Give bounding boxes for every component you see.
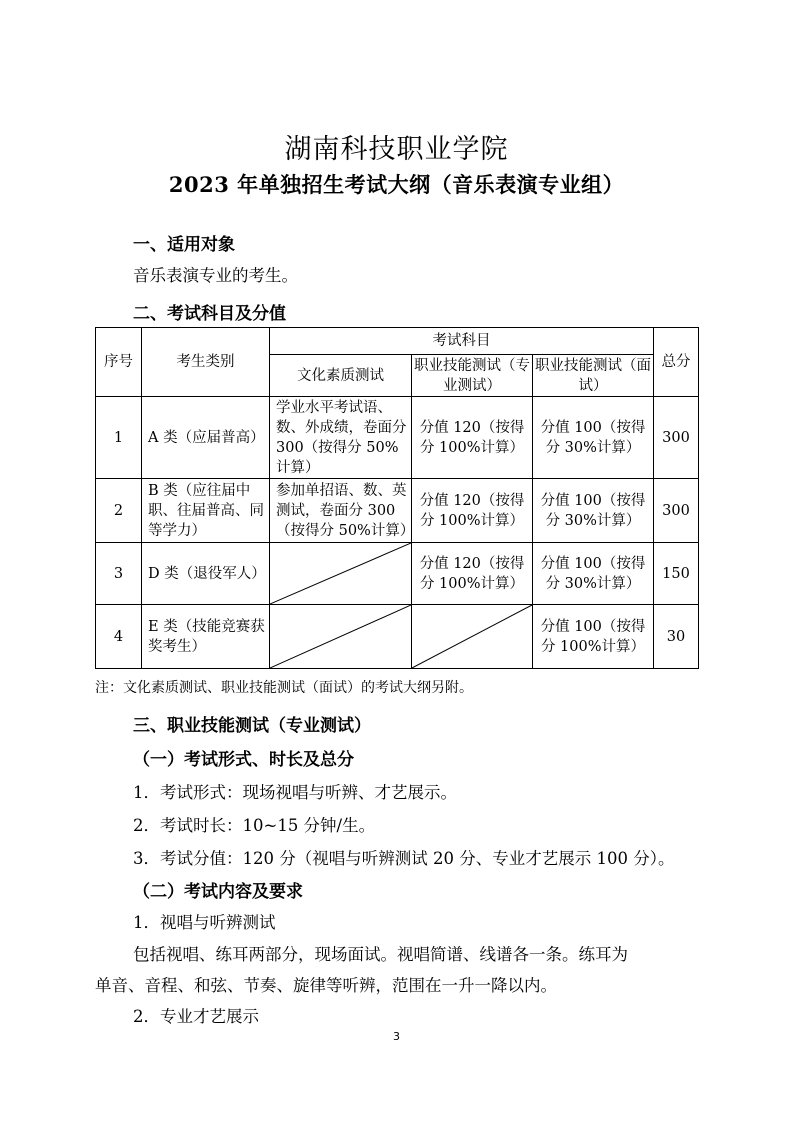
row-total: 150 [654, 543, 699, 605]
list-item: 1．考试形式：现场视唱与听辨、才艺展示。 [133, 783, 457, 802]
row-category: E 类（技能竞赛获奖考生） [142, 605, 270, 669]
row-culture: 参加单招语、数、英测试，卷面分 300（按得分 50%计算） [270, 479, 412, 543]
document-title: 湖南科技职业学院 [284, 134, 509, 165]
row-skill-pro: 分值 120（按得分 100%计算） [412, 397, 533, 479]
table-row [96, 605, 699, 669]
row-skill-interview: 分值 100（按得分 100%计算） [533, 605, 654, 669]
exam-table [95, 327, 699, 669]
row-skill-pro-empty [412, 605, 533, 669]
header-skill-pro: 职业技能测试（专业测试） [412, 355, 533, 397]
row-culture-empty [270, 605, 412, 669]
row-culture: 学业水平考试语、数、外成绩，卷面分 300（按得分 50%计算） [270, 397, 412, 479]
row-category: B 类（应往届中职、往届普高、同等学力） [142, 479, 270, 543]
section-1-heading: 一、适用对象 [133, 235, 235, 255]
row-skill-interview: 分值 100（按得分 30%计算） [533, 397, 654, 479]
page-number: 3 [393, 1030, 400, 1043]
row-seq: 4 [96, 605, 142, 669]
paragraph-line: 包括视唱、练耳两部分，现场面试。视唱简谱、线谱各一条。练耳为 [133, 945, 628, 964]
header-skill-interview: 职业技能测试（面试） [533, 355, 654, 397]
row-category: D 类（退役军人） [142, 543, 270, 605]
row-category: A 类（应届普高） [142, 397, 270, 479]
table-row [96, 479, 699, 543]
row-seq: 2 [96, 479, 142, 543]
table-row [96, 397, 699, 479]
list-item: 1．视唱与听辨测试 [133, 913, 276, 932]
row-total: 300 [654, 397, 699, 479]
document-subtitle: 2023 年单独招生考试大纲（音乐表演专业组） [168, 172, 625, 197]
row-seq: 3 [96, 543, 142, 605]
section-1-body: 音乐表演专业的考生。 [133, 266, 298, 285]
row-total: 30 [654, 605, 699, 669]
section-3-1-heading: （一）考试形式、时长及总分 [133, 750, 354, 770]
section-3-2-heading: （二）考试内容及要求 [133, 882, 303, 902]
diagonal-slash-icon [270, 605, 411, 668]
section-2-heading: 二、考试科目及分值 [133, 304, 286, 324]
table-note: 注：文化素质测试、职业技能测试（面试）的考试大纲另附。 [95, 680, 473, 696]
header-total: 总分 [654, 328, 699, 397]
row-culture-empty [270, 543, 412, 605]
row-total: 300 [654, 479, 699, 543]
row-skill-pro: 分值 120（按得分 100%计算） [412, 543, 533, 605]
header-seq: 序号 [96, 328, 142, 397]
header-category: 考生类别 [142, 328, 270, 397]
header-subjects: 考试科目 [270, 328, 654, 355]
diagonal-slash-icon [270, 543, 411, 604]
section-3-heading: 三、职业技能测试（专业测试） [133, 716, 371, 736]
diagonal-slash-icon [412, 605, 532, 668]
row-skill-interview: 分值 100（按得分 30%计算） [533, 543, 654, 605]
list-item: 2．专业才艺展示 [133, 1007, 259, 1026]
list-item: 2．考试时长：10~15 分钟/生。 [133, 816, 376, 835]
row-skill-interview: 分值 100（按得分 30%计算） [533, 479, 654, 543]
header-culture: 文化素质测试 [270, 355, 412, 397]
paragraph-line: 单音、音程、和弦、节奏、旋律等听辨，范围在一升一降以内。 [95, 976, 557, 995]
row-seq: 1 [96, 397, 142, 479]
table-row [96, 543, 699, 605]
list-item: 3．考试分值：120 分（视唱与听辨测试 20 分、专业才艺展示 100 分）。 [133, 849, 675, 868]
row-skill-pro: 分值 120（按得分 100%计算） [412, 479, 533, 543]
